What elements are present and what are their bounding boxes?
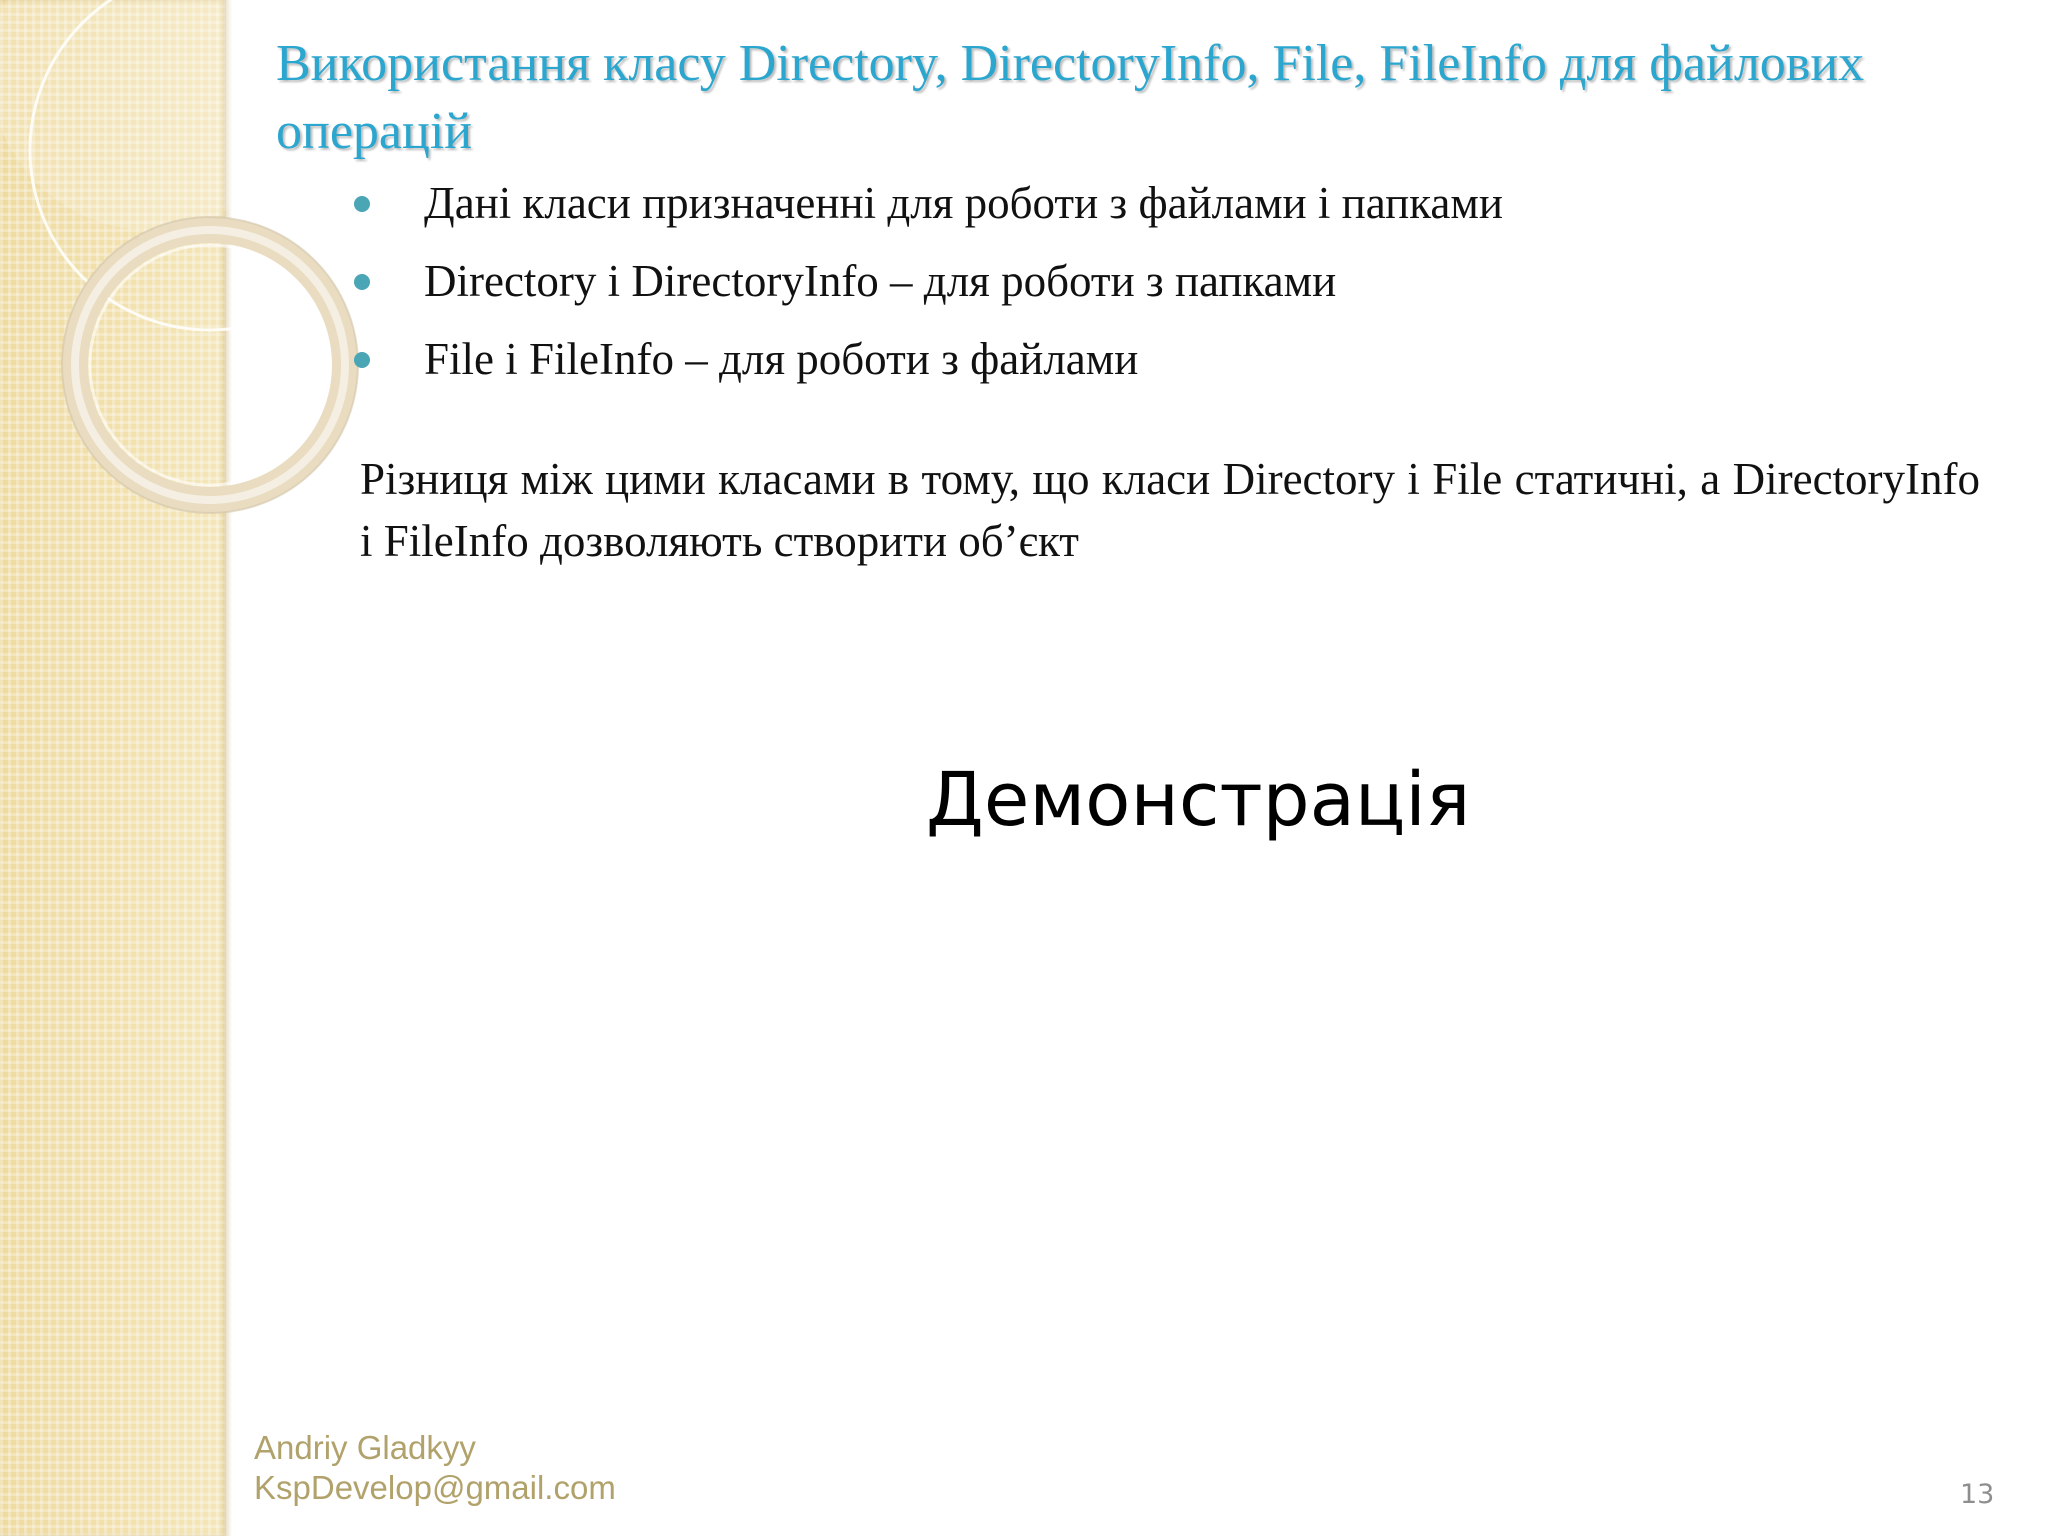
page-number: 13 [1960, 1479, 1995, 1510]
footer-author: Andriy Gladkyy [254, 1429, 476, 1466]
bullet-text: Directory і DirectoryInfo – для роботи з папками [424, 256, 1337, 306]
slide-title: Використання класу Directory, DirectoryInfo, File, FileInfo для файлових операцій [276, 35, 1865, 160]
bullet-text: File і FileInfo – для роботи з файлами [424, 334, 1139, 384]
difference-paragraph: Різниця між цими класами в тому, що класи Directory і File статичні, а DirectoryInfo і FileInfo дозволяють створити об’єкт [360, 454, 1980, 566]
bullet-text: Дані класи призначенні для роботи з файлами і папками [424, 178, 1503, 228]
bullet-dot-icon [354, 352, 370, 368]
bullet-dot-icon [354, 274, 370, 290]
bullet-dot-icon [354, 196, 370, 212]
footer-email: KspDevelop@gmail.com [254, 1469, 616, 1506]
demo-heading: Демонстрація [926, 757, 1471, 843]
